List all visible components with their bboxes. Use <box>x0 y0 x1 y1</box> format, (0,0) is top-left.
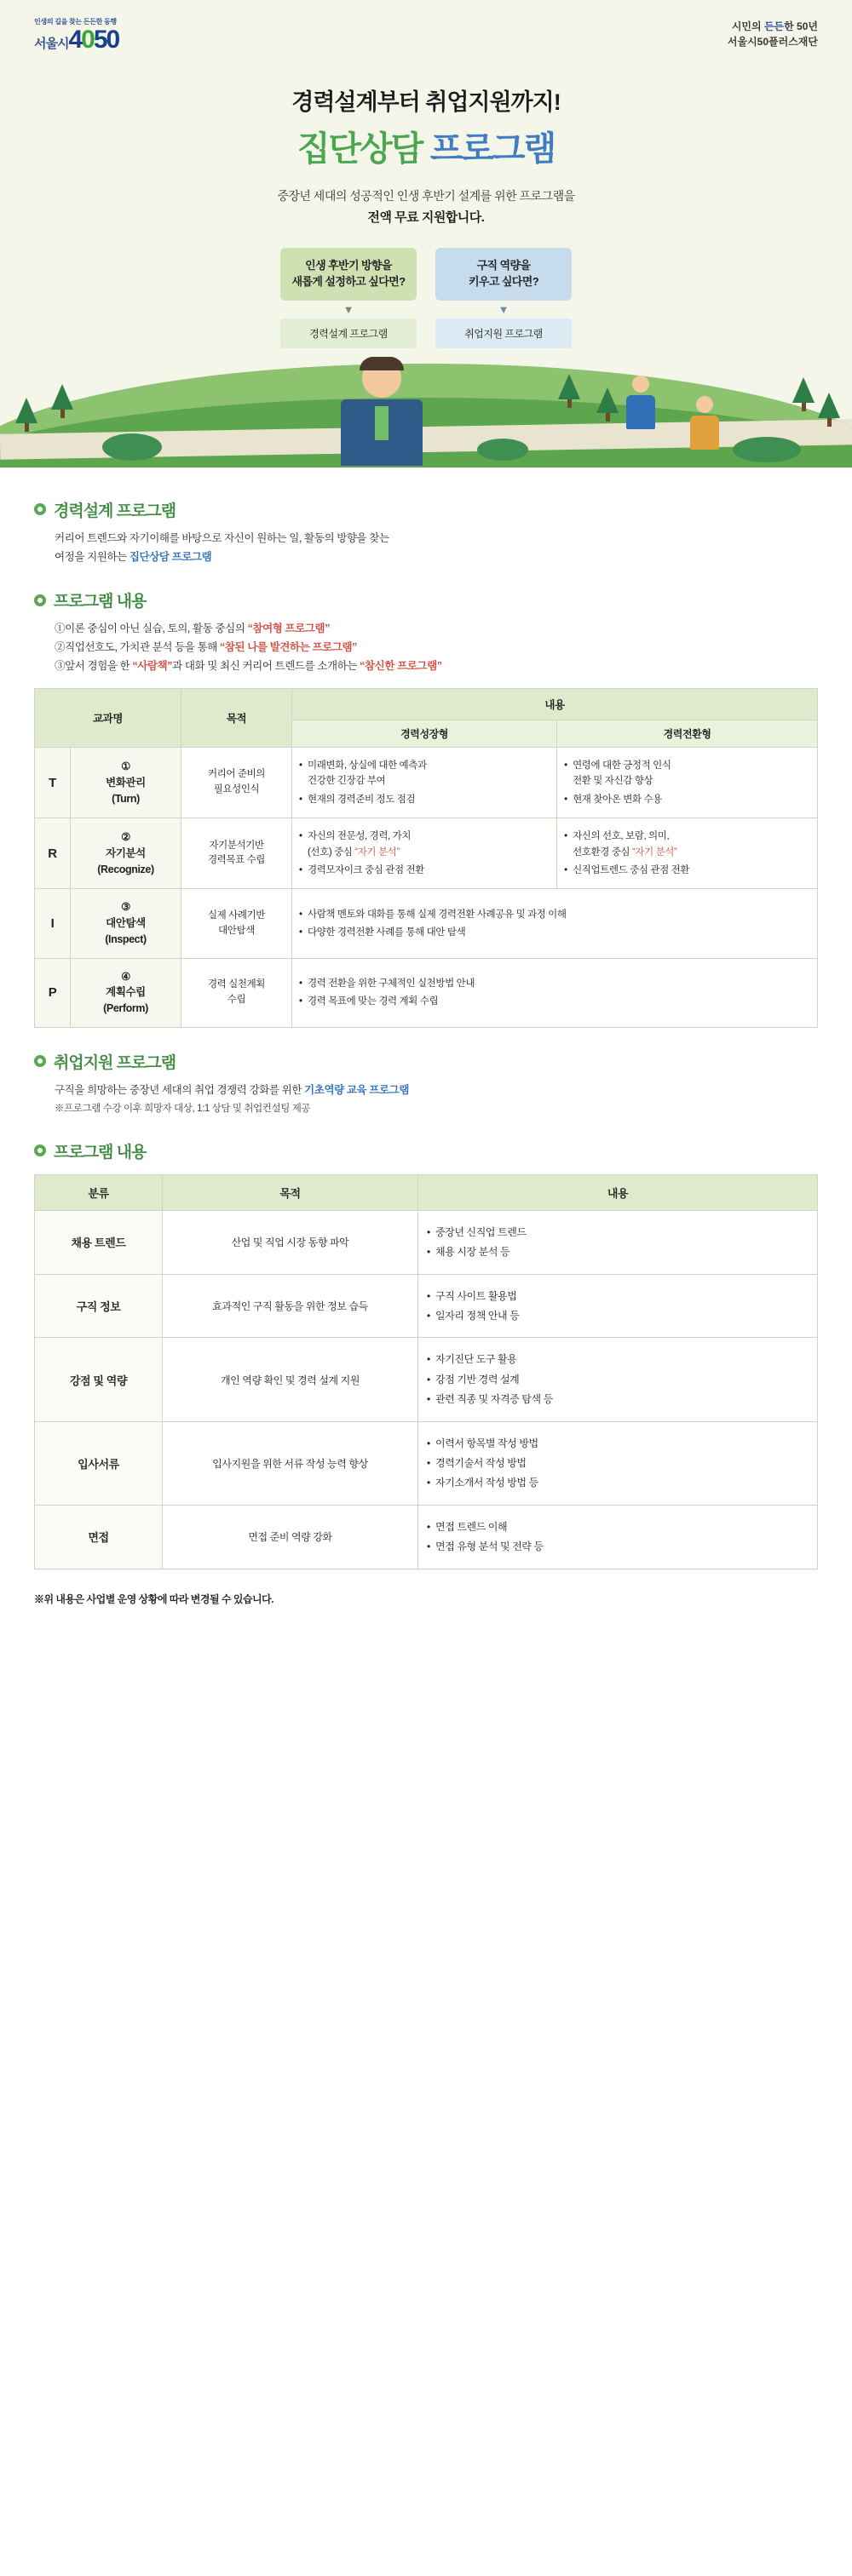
choice-card-employment[interactable] <box>435 248 572 348</box>
row-subject: ① 변화관리 (Turn) <box>71 748 181 818</box>
table-row <box>35 1505 818 1569</box>
table-row <box>35 748 818 818</box>
brand-logo <box>34 19 118 53</box>
section-title: 취업지원 프로그램 <box>54 1053 176 1072</box>
row-change: • 연령에 대한 긍정적 인식 전환 및 자신감 향상 • 현재 찾아온 변화 수용 <box>557 748 818 818</box>
row-category: 구직 정보 <box>35 1274 163 1338</box>
hero-illustration <box>0 348 852 468</box>
header-line-2: 서울시50플러스재단 <box>727 36 818 48</box>
page-footnote: ※위 내용은 사업별 운영 상황에 따라 변경될 수 있습니다. <box>34 1592 274 1605</box>
section-title: 경력설계 프로그램 <box>54 502 176 520</box>
section-career-program-heading <box>34 498 818 521</box>
section-title: 프로그램 내용 <box>54 593 147 611</box>
header-line-1: 시민의 든든한 50년 <box>731 20 818 32</box>
hero-desc-2: 전액 무료 지원합니다. <box>367 210 485 225</box>
row-merged-content: • 사람책 멘토와 대화를 통해 실제 경력전환 사례공유 및 과정 이해 • 다양한 경력전환 사례를 통해 대안 탐색 <box>292 889 818 958</box>
row-growth: • 자신의 전문성, 경력, 가치 (선호) 중심 “자기 분석” • 경력모자이크 중심 관점 전환 <box>292 818 557 889</box>
logo-seoul-text: 서울시 <box>34 37 69 51</box>
tree-icon <box>15 398 37 432</box>
row-change: • 자신의 선호, 보람, 의미, 선호환경 중심 “자기 분석” • 신직업트렌드 중심 관점 전환 <box>557 818 818 889</box>
employment-desc-line-1: 구직을 희망하는 중장년 세대의 취업 경쟁력 강화를 위한 기초역량 교육 프로그램 <box>55 1083 410 1096</box>
row-subject: ③ 대안탐색 (Inspect) <box>71 889 181 958</box>
bush-icon <box>733 437 801 462</box>
program-item-1: ①이론 중심이 아닌 실습, 토의, 활동 중심의 “참여형 프로그램” <box>55 622 331 635</box>
row-content: • 중장년 신직업 트렌드 • 채용 시장 분석 등 <box>418 1210 818 1274</box>
row-category: 입사서류 <box>35 1421 163 1505</box>
row-category: 강점 및 역량 <box>35 1338 163 1421</box>
content-area <box>0 468 852 1630</box>
tree-icon <box>792 377 815 411</box>
choice-card-career-label: 경력설계 프로그램 <box>280 318 417 348</box>
row-goal: 개인 역량 확인 및 경력 설계 지원 <box>163 1338 418 1421</box>
row-goal: 경력 실천계획 수립 <box>181 958 292 1027</box>
logo-tagline: 인생의 길을 찾는 든든한 동행 <box>34 18 117 26</box>
tree-icon <box>51 384 73 418</box>
section-employment-program-body <box>34 1081 818 1117</box>
bush-icon <box>102 433 162 461</box>
illustration-person-right-b <box>690 396 719 450</box>
bullet-ring-icon <box>34 594 46 606</box>
row-letter: T <box>35 748 71 818</box>
row-goal: 커리어 준비의 필요성인식 <box>181 748 292 818</box>
th-category: 분류 <box>35 1174 163 1210</box>
table-row <box>35 1210 818 1274</box>
section-employment-program <box>34 1050 818 1117</box>
section-program-content-1-body <box>34 620 818 676</box>
career-curriculum-table <box>34 688 818 1028</box>
bush-icon <box>477 439 528 461</box>
hero-section <box>0 61 852 348</box>
row-goal: 자기분석기반 경력목표 수립 <box>181 818 292 889</box>
career-desc-line-2: 여정을 지원하는 집단상담 프로그램 <box>55 550 212 563</box>
hero-subtitle-green: 집단상담 <box>296 130 423 168</box>
row-category: 채용 트렌드 <box>35 1210 163 1274</box>
row-goal: 실제 사례기반 대안탐색 <box>181 889 292 958</box>
hero-subtitle <box>34 122 818 170</box>
th-content: 내용 <box>418 1174 818 1210</box>
table-row <box>35 958 818 1027</box>
row-subject: ④ 계획수립 (Perform) <box>71 958 181 1027</box>
choice-card-career[interactable] <box>280 248 417 348</box>
row-goal: 효과적인 구직 활동을 위한 정보 습득 <box>163 1274 418 1338</box>
row-goal: 입사지원을 위한 서류 작성 능력 향상 <box>163 1421 418 1505</box>
logo-number: 4050 <box>68 26 119 54</box>
header-org-info <box>728 19 818 49</box>
table-row <box>35 1421 818 1505</box>
table-row <box>35 1338 818 1421</box>
tree-icon <box>596 387 619 422</box>
section-employment-program-heading <box>34 1050 818 1073</box>
section-title: 프로그램 내용 <box>54 1143 147 1162</box>
section-program-content-2 <box>34 1139 818 1569</box>
row-letter: R <box>35 818 71 889</box>
bullet-ring-icon <box>34 1145 46 1156</box>
section-program-content-2-heading <box>34 1139 818 1162</box>
th-subject: 교과명 <box>35 689 181 748</box>
row-content: • 자기진단 도구 활용 • 강점 기반 경력 설계 • 관련 직종 및 자격증 탐색 등 <box>418 1338 818 1421</box>
row-letter: P <box>35 958 71 1027</box>
tree-icon <box>558 374 580 408</box>
program-item-3: ③앞서 경험을 한 “사람책”과 대화 및 최신 커리어 트렌드를 소개하는 “참신한 프로그램” <box>55 660 442 673</box>
hero-subtitle-blue: 프로그램 <box>429 130 556 168</box>
table-row <box>35 889 818 958</box>
row-goal: 면접 준비 역량 강화 <box>163 1505 418 1569</box>
th-growth: 경력성장형 <box>292 720 557 748</box>
logo-mark <box>34 27 118 53</box>
employment-desc-line-2: ※프로그램 수강 이후 희망자 대상, 1:1 상담 및 취업컨설팅 제공 <box>55 1103 311 1114</box>
row-growth: • 미래변화, 상실에 대한 예측과 건강한 긴장감 부여 • 현재의 경력준비 정도 점검 <box>292 748 557 818</box>
row-content: • 이력서 항목별 작성 방법 • 경력기술서 작성 방법 • 자기소개서 작성 방법 등 <box>418 1421 818 1505</box>
th-change: 경력전환형 <box>557 720 818 748</box>
hero-title: 경력설계부터 취업지원까지! <box>291 89 561 115</box>
row-goal: 산업 및 직업 시장 동향 파악 <box>163 1210 418 1274</box>
tree-icon <box>818 393 840 427</box>
choice-card-career-question: 인생 후반기 방향을 새롭게 설정하고 싶다면? <box>280 248 417 301</box>
program-choice-cards <box>34 248 818 348</box>
section-program-content-1-heading <box>34 588 818 611</box>
th-goal: 목적 <box>163 1174 418 1210</box>
row-content: • 구직 사이트 활용법 • 일자리 정책 안내 등 <box>418 1274 818 1338</box>
choice-card-employment-label: 취업지원 프로그램 <box>435 318 572 348</box>
chevron-down-icon: ▼ <box>343 302 354 316</box>
section-career-program-body <box>34 530 818 567</box>
row-letter: I <box>35 889 71 958</box>
career-desc-line-1: 커리어 트렌드와 자기이해를 바탕으로 자신이 원하는 일, 활동의 방향을 찾는 <box>55 531 389 544</box>
hero-desc-1: 중장년 세대의 성공적인 인생 후반기 설계를 위한 프로그램을 <box>277 189 575 203</box>
choice-card-employment-question: 구직 역량을 키우고 싶다면? <box>435 248 572 301</box>
table-row <box>35 818 818 889</box>
section-program-content-1 <box>34 588 818 1027</box>
program-item-2: ②직업선호도, 가치관 분석 등을 통해 “참된 나를 발견하는 프로그램” <box>55 641 358 654</box>
th-content: 내용 <box>292 689 818 720</box>
employment-curriculum-table <box>34 1174 818 1569</box>
bullet-ring-icon <box>34 1055 46 1067</box>
row-subject: ② 자기분석 (Recognize) <box>71 818 181 889</box>
illustration-person-center <box>341 359 423 440</box>
table-row <box>35 1274 818 1338</box>
th-goal: 목적 <box>181 689 292 748</box>
row-category: 면접 <box>35 1505 163 1569</box>
section-career-program <box>34 498 818 567</box>
row-merged-content: • 경력 전환을 위한 구체적인 실천방법 안내 • 경력 목표에 맞는 경력 계획 수립 <box>292 958 818 1027</box>
page-header <box>0 0 852 61</box>
illustration-person-right-a <box>626 376 655 429</box>
row-content: • 면접 트렌드 이해 • 면접 유형 분석 및 전략 등 <box>418 1505 818 1569</box>
chevron-down-icon: ▼ <box>498 302 509 316</box>
bullet-ring-icon <box>34 503 46 515</box>
